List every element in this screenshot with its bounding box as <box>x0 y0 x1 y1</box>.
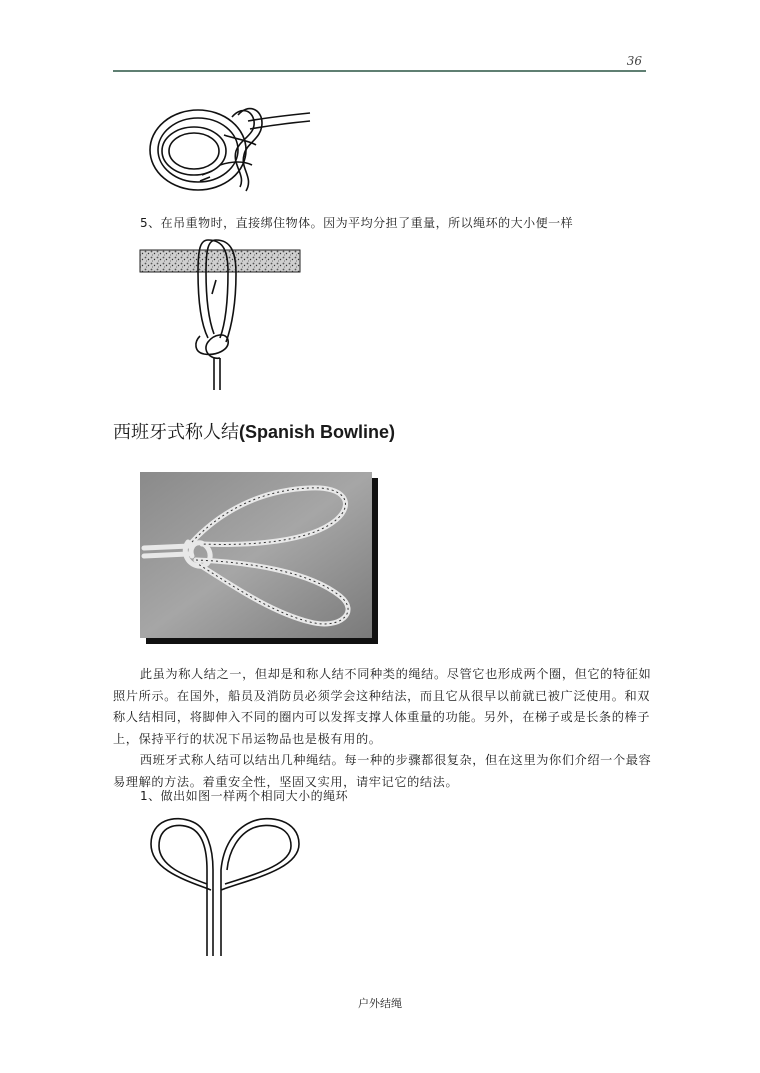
rope-hanging-from-bar-illustration <box>138 238 303 393</box>
paragraph-1: 此虽为称人结之一，但却是和称人结不同种类的绳结。尽管它也形成两个圈，但它的特征如照片所示。在国外，船员及消防员必须学会这种结法，而且它从很早以前就已被广泛使用。和双称人结相同，将脚伸入不同的圈内可以发挥支撑人体重量的功能。另外，在梯子或是长条的棒子上，保持平行的状况下吊运物品也是极有用的。 <box>113 667 652 746</box>
paragraph-2: 西班牙式称人结可以结出几种绳结。每一种的步骤都很复杂，但在这里为你们介绍一个最容易理解的方法。着重安全性，坚固又实用，请牢记它的结法。 <box>113 753 652 789</box>
section-title-en: (Spanish Bowline) <box>239 422 396 442</box>
body-text <box>113 664 653 794</box>
rope-loop-knot-illustration <box>140 95 315 205</box>
step-1-caption: 1、做出如图一样两个相同大小的绳环 <box>140 789 349 803</box>
spanish-bowline-photo <box>140 472 378 644</box>
two-rope-loops-illustration <box>145 810 305 958</box>
header-rule <box>113 70 646 72</box>
footer: 户外结绳 <box>358 997 402 1010</box>
section-title-cn: 西班牙式称人结 <box>113 422 239 443</box>
section-title <box>113 418 395 444</box>
step-5-caption: 5、在吊重物时，直接绑住物体。因为平均分担了重量，所以绳环的大小便一样 <box>140 216 574 230</box>
page-number: 36 <box>626 54 642 68</box>
